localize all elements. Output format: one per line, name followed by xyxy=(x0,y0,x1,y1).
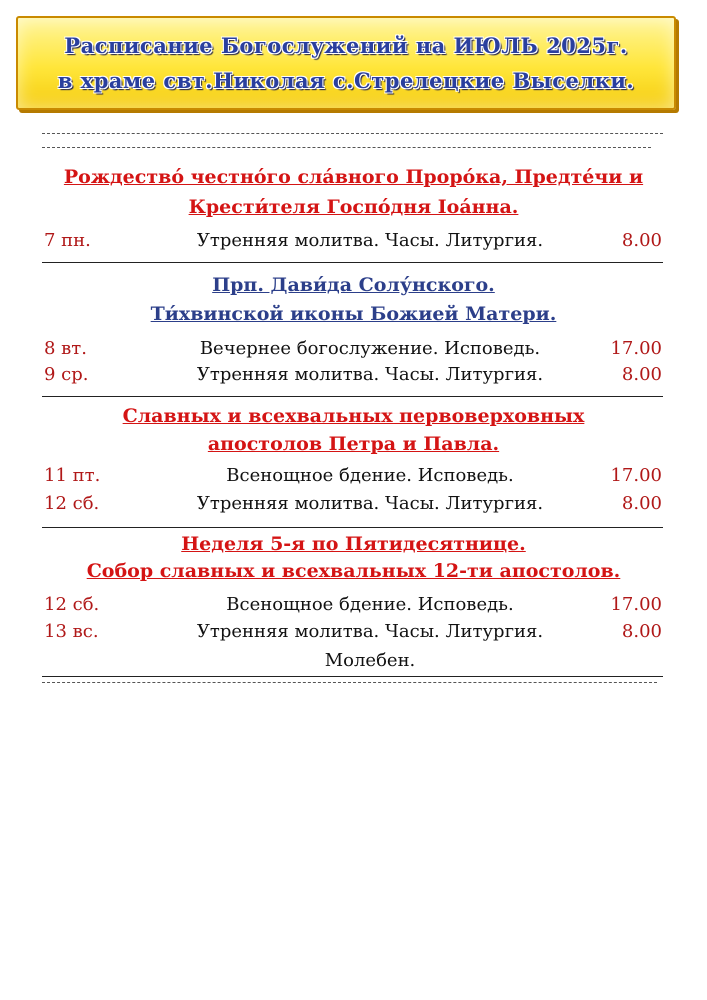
schedule-row xyxy=(0,594,707,622)
schedule-row xyxy=(0,493,707,521)
feast-heading: Неделя 5-я по Пятидесятнице. xyxy=(181,533,526,555)
title-line-1: Расписание Богослужений на ИЮЛЬ 2025г. xyxy=(64,33,628,58)
service-time: 8.00 xyxy=(621,621,662,642)
service-date: 12 сб. xyxy=(44,493,100,514)
schedule-row xyxy=(0,230,707,258)
service-time: 8.00 xyxy=(621,230,662,251)
service-description: Вечернее богослужение. Исповедь. xyxy=(199,338,541,359)
service-time: 17.00 xyxy=(610,594,662,615)
service-date: 9 ср. xyxy=(44,364,89,385)
feast-heading: Крести́теля Госпо́дня Ioа́нна. xyxy=(188,196,519,218)
title-banner xyxy=(16,16,676,110)
feast-heading: апостолов Петра и Павла. xyxy=(207,433,500,455)
feast-heading: Ти́хвинской иконы Божией Матери. xyxy=(150,303,557,325)
service-time: 8.00 xyxy=(621,493,662,514)
title-line-2: в храме свт.Николая с.Стрелецкие Выселки. xyxy=(57,68,635,93)
service-date: 8 вт. xyxy=(44,338,87,359)
service-description: Утренняя молитва. Часы. Литургия. xyxy=(196,364,544,385)
dashed-divider xyxy=(42,147,651,148)
schedule-row xyxy=(0,364,707,392)
service-time: 17.00 xyxy=(610,338,662,359)
schedule-row xyxy=(0,465,707,493)
dashed-divider xyxy=(42,682,657,683)
service-description: Всенощное бдение. Исповедь. xyxy=(226,465,514,486)
service-date: 11 пт. xyxy=(44,465,101,486)
service-date: 13 вс. xyxy=(44,621,99,642)
service-description: Всенощное бдение. Исповедь. xyxy=(226,594,514,615)
schedule-row xyxy=(0,338,707,366)
service-description: Утренняя молитва. Часы. Литургия. xyxy=(196,493,544,514)
section-divider xyxy=(42,527,663,528)
service-description: Утренняя молитва. Часы. Литургия. xyxy=(196,621,544,642)
section-divider xyxy=(42,396,663,397)
service-extra: Молебен. xyxy=(324,650,416,671)
service-date: 7 пн. xyxy=(44,230,91,251)
section-divider xyxy=(42,262,663,263)
service-date: 12 сб. xyxy=(44,594,100,615)
schedule-row xyxy=(0,621,707,649)
service-time: 8.00 xyxy=(621,364,662,385)
service-description: Утренняя молитва. Часы. Литургия. xyxy=(196,230,544,251)
feast-heading: Рождество́ честно́го сла́вного Проро́ка, Предте́чи и xyxy=(63,166,644,188)
feast-heading: Прп. Дави́да Солу́нского. xyxy=(212,274,495,296)
feast-heading: Собор славных и всехвальных 12-ти апостолов. xyxy=(86,560,621,582)
section-divider xyxy=(42,676,663,677)
dashed-divider xyxy=(42,133,663,134)
feast-heading: Славных и всехвальных первоверховных xyxy=(122,405,585,427)
service-time: 17.00 xyxy=(610,465,662,486)
